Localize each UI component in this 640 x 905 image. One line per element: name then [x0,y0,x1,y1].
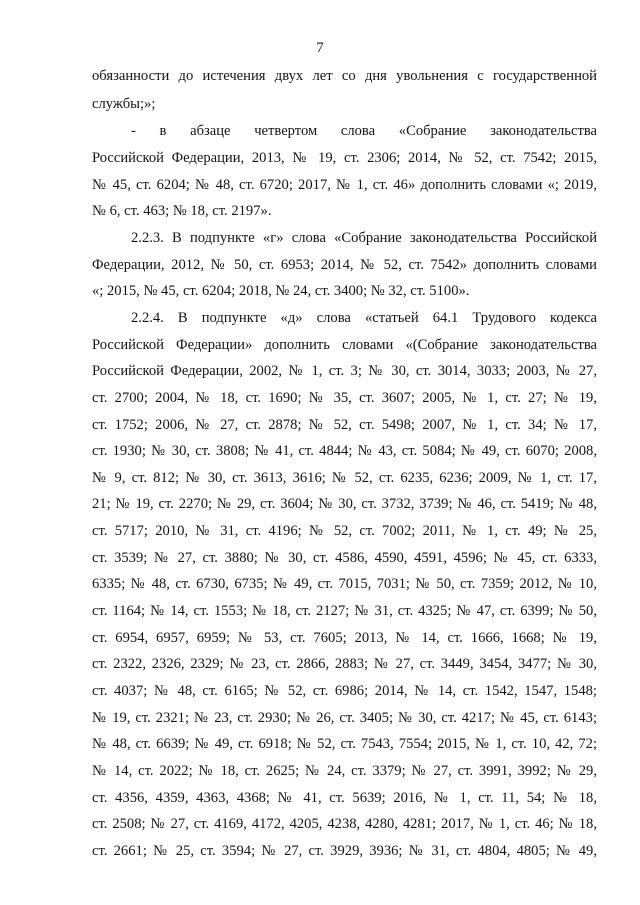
text-line: - в абзаце четвертом слова «Собрание законодательства [131,123,597,139]
text-line: 21; № 19, ст. 2270; № 29, ст. 3604; № 30, ст. 3732, 3739; № 46, ст. 5419; № 48, [92,496,597,512]
text-line: ст. 4037; № 48, ст. 6165; № 52, ст. 6986; 2014, № 14, ст. 1542, 1547, 1548; [92,683,597,699]
text-line: № 6, ст. 463; № 18, ст. 2197». [92,203,272,219]
text-line: 2.2.3. В подпункте «г» слова «Собрание законодательства Российской [131,230,597,246]
text-line: обязанности до истечения двух лет со дня увольнения с государственной [92,68,597,84]
text-line: 6335; № 48, ст. 6730, 6735; № 49, ст. 7015, 7031; № 50, ст. 7359; 2012, № 10, [92,576,597,592]
text-line: ст. 1752; 2006, № 27, ст. 2878; № 52, ст. 5498; 2007, № 1, ст. 34; № 17, [92,417,597,433]
text-line: ст. 5717; 2010, № 31, ст. 4196; № 52, ст. 7002; 2011, № 1, ст. 49; № 25, [92,523,597,539]
page-number: 7 [316,40,324,56]
text-line: ст. 2508; № 27, ст. 4169, 4172, 4205, 4238, 4280, 4281; 2017, № 1, ст. 46; № 18, [92,816,597,832]
text-line: № 14, ст. 2022; № 18, ст. 2625; № 24, ст. 3379; № 27, ст. 3991, 3992; № 29, [92,763,597,779]
text-line: службы;»; [92,96,156,112]
text-line: ст. 1930; № 30, ст. 3808; № 41, ст. 4844; № 43, ст. 5084; № 49, ст. 6070; 2008, [92,443,597,459]
text-line: ст. 6954, 6957, 6959; № 53, ст. 7605; 2013, № 14, ст. 1666, 1668; № 19, [92,630,597,646]
text-line: № 48, ст. 6639; № 49, ст. 6918; № 52, ст. 7543, 7554; 2015, № 1, ст. 10, 42, 72; [92,736,597,752]
text-line: Российской Федерации» дополнить словами «(Собрание законодательства [92,337,597,353]
text-line: Российской Федерации, 2013, № 19, ст. 2306; 2014, № 52, ст. 7542; 2015, [92,150,597,166]
text-line: Федерации, 2012, № 50, ст. 6953; 2014, № 52, ст. 7542» дополнить словами [92,257,597,273]
text-line: 2.2.4. В подпункте «д» слова «статьей 64.1 Трудового кодекса [131,310,597,326]
text-line: ст. 2322, 2326, 2329; № 23, ст. 2866, 2883; № 27, ст. 3449, 3454, 3477; № 30, [92,656,597,672]
text-line: ст. 3539; № 27, ст. 3880; № 30, ст. 4586, 4590, 4591, 4596; № 45, ст. 6333, [92,550,597,566]
text-line: «; 2015, № 45, ст. 6204; 2018, № 24, ст. 3400; № 32, ст. 5100». [92,283,470,299]
text-line: № 19, ст. 2321; № 23, ст. 2930; № 26, ст. 3405; № 30, ст. 4217; № 45, ст. 6143; [92,710,597,726]
text-line: ст. 4356, 4359, 4363, 4368; № 41, ст. 5639; 2016, № 1, ст. 11, 54; № 18, [92,790,597,806]
text-line: № 45, ст. 6204; № 48, ст. 6720; 2017, № 1, ст. 46» дополнить словами «; 2019, [92,177,597,193]
text-line: ст. 1164; № 14, ст. 1553; № 18, ст. 2127; № 31, ст. 4325; № 47, ст. 6399; № 50, [92,603,597,619]
text-line: Российской Федерации, 2002, № 1, ст. 3; № 30, ст. 3014, 3033; 2003, № 27, [92,363,597,379]
text-line: ст. 2661; № 25, ст. 3594; № 27, ст. 3929, 3936; № 31, ст. 4804, 4805; № 49, [92,843,597,859]
text-line: ст. 2700; 2004, № 18, ст. 1690; № 35, ст. 3607; 2005, № 1, ст. 27; № 19, [92,390,597,406]
text-line: № 9, ст. 812; № 30, ст. 3613, 3616; № 52, ст. 6235, 6236; 2009, № 1, ст. 17, [92,470,597,486]
